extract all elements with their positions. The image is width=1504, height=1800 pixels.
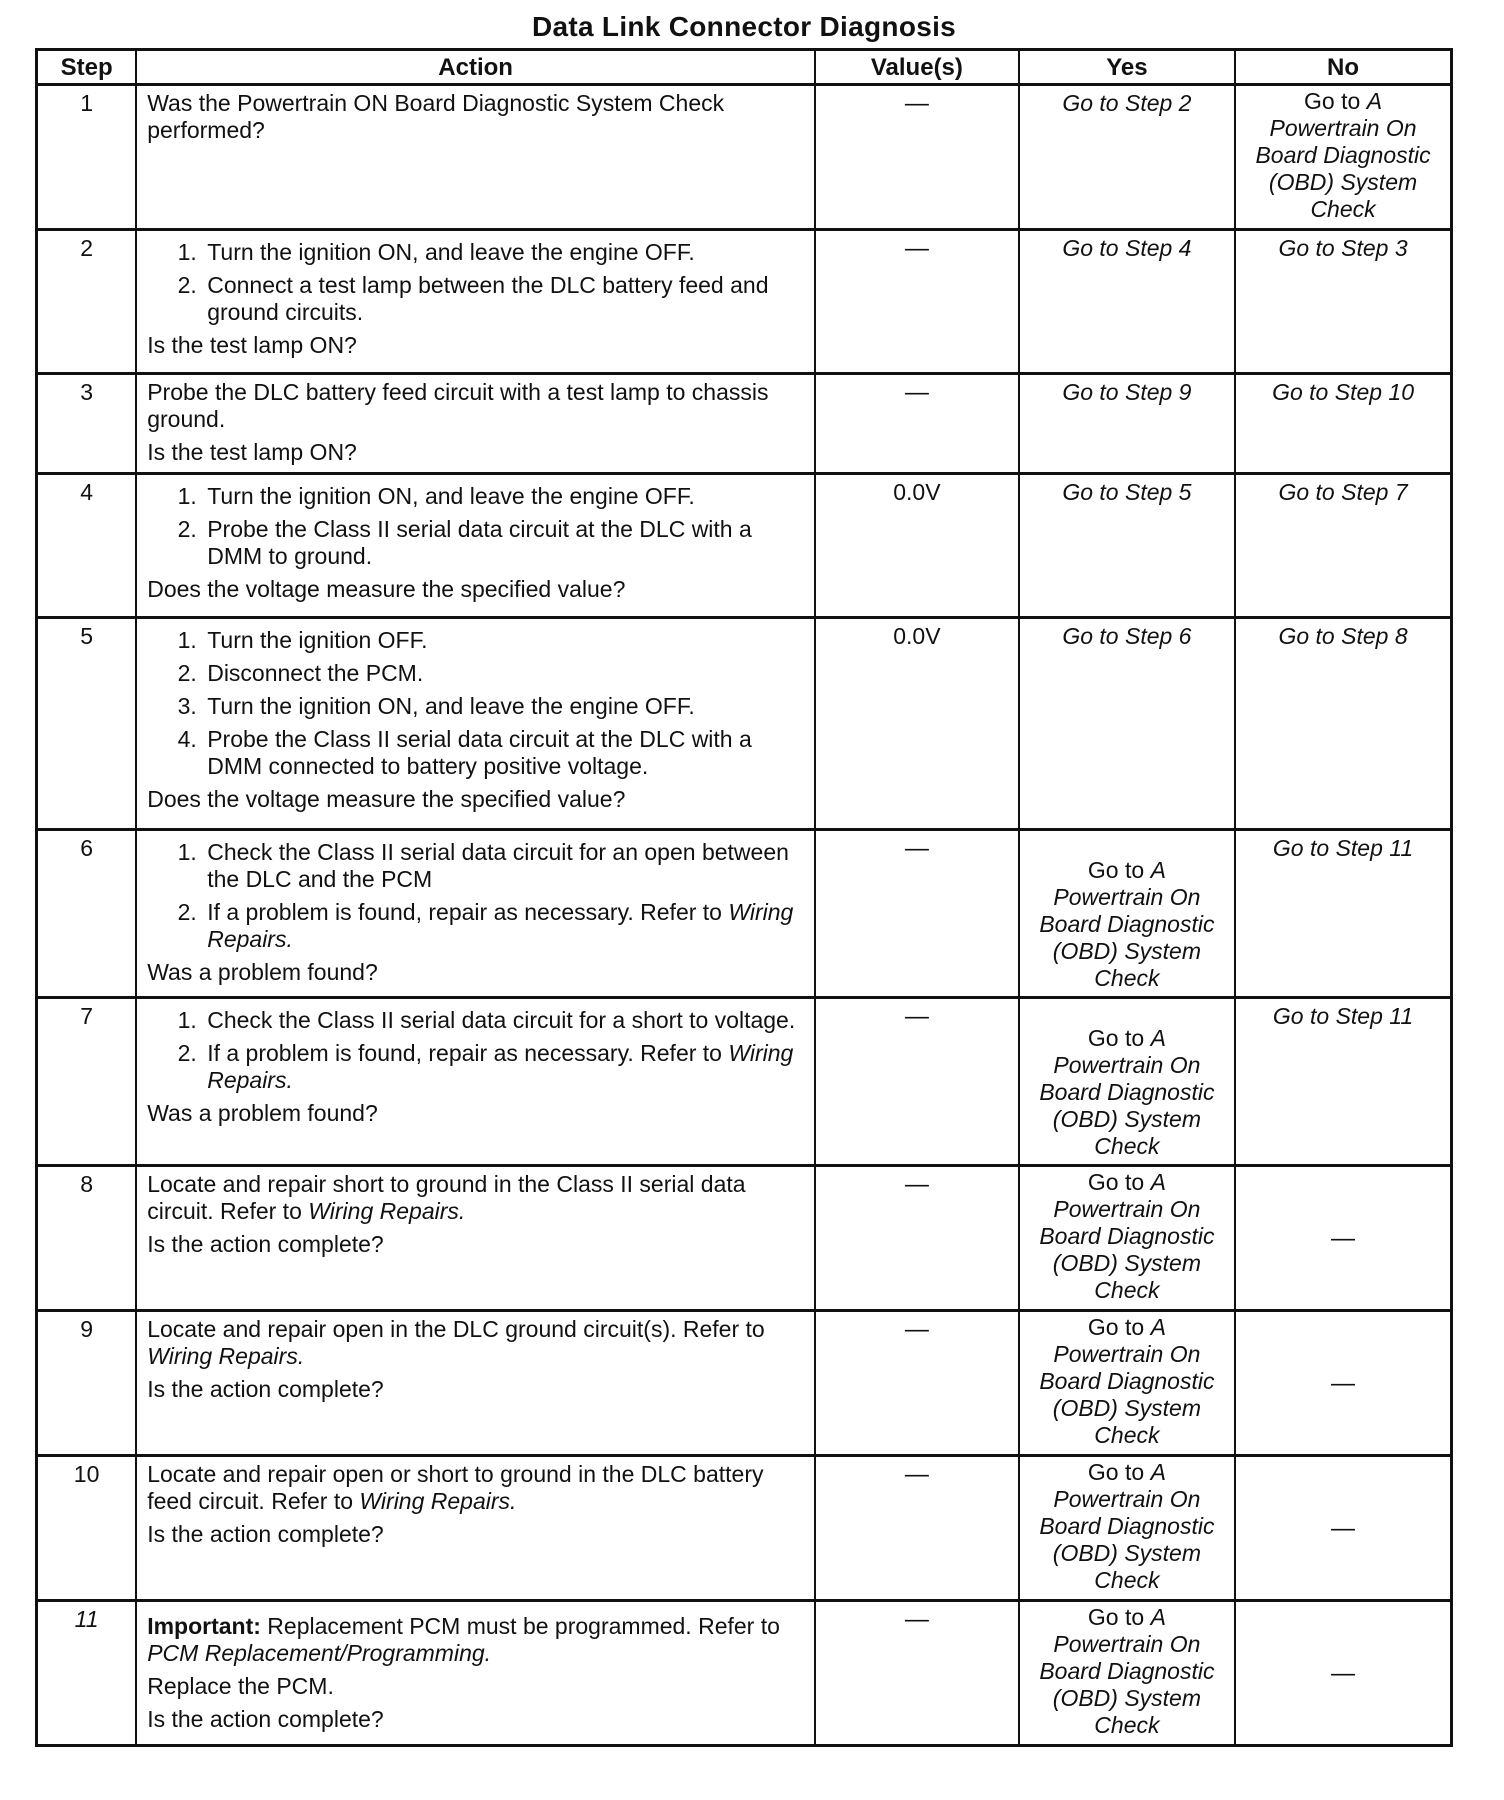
action-question: Was a problem found? (147, 959, 378, 985)
no-cell (1235, 618, 1451, 830)
yes-link-step-2[interactable]: Go to Step 2 (1062, 90, 1192, 116)
table-row-step-7 (37, 998, 1452, 1166)
action-step-item: 2. If a problem is found, repair as necessary. Refer to Wiring Repairs. (203, 1040, 804, 1094)
yes-cell (1019, 1601, 1235, 1746)
pcm-replacement-link[interactable]: PCM Replacement/Programming. (147, 1640, 492, 1666)
wiring-repairs-link[interactable]: Wiring Repairs. (359, 1488, 517, 1514)
yes-cell (1019, 1311, 1235, 1456)
diagnosis-table (35, 48, 1453, 1747)
value-cell (815, 85, 1019, 230)
action-step-item: 1. Turn the ignition ON, and leave the engine OFF. (203, 239, 804, 266)
value-cell: 0.0V (815, 474, 1019, 618)
wiring-repairs-link[interactable]: Wiring Repairs. (147, 1343, 305, 1369)
column-header-values: Value(s) (815, 50, 1019, 85)
no-link-step-8[interactable]: Go to Step 8 (1278, 623, 1408, 649)
action-step-item: 1. Check the Class II serial data circuit for a short to voltage. (203, 1007, 804, 1034)
no-link-step-10[interactable]: Go to Step 10 (1272, 379, 1415, 405)
action-text: Locate and repair open in the DLC ground circuit(s). Refer to Wiring Repairs. (147, 1316, 765, 1369)
no-cell (1235, 1166, 1451, 1311)
no-cell (1235, 85, 1451, 230)
document-title: Data Link Connector Diagnosis (531, 11, 957, 42)
value-dash: — (904, 379, 929, 406)
value-dash: — (904, 1606, 929, 1633)
yes-cell (1019, 618, 1235, 830)
no-cell (1235, 1456, 1451, 1601)
action-question: Is the test lamp ON? (147, 332, 357, 358)
table-header-row (37, 50, 1452, 85)
action-question: Does the voltage measure the specified value? (147, 786, 626, 812)
yes-cell (1019, 830, 1235, 998)
yes-cell (1019, 998, 1235, 1166)
yes-link-step-5[interactable]: Go to Step 5 (1062, 479, 1192, 505)
no-cell (1235, 230, 1451, 374)
action-cell (136, 1311, 815, 1456)
action-step-item: 2. Disconnect the PCM. (203, 660, 804, 687)
table-row-step-1 (37, 85, 1452, 230)
value-dash: — (904, 835, 929, 862)
action-steps-list (147, 239, 804, 326)
value-dash: — (904, 1171, 929, 1198)
action-question: Is the action complete? (147, 1706, 384, 1732)
wiring-repairs-link[interactable]: Wiring Repairs. (207, 1040, 794, 1093)
value-cell: 0.0V (815, 618, 1019, 830)
yes-link-obd-check[interactable]: Go to A Powertrain On Board Diagnostic (OBD) System Check (1039, 1025, 1215, 1159)
table-row-step-4 (37, 474, 1452, 618)
yes-cell (1019, 1166, 1235, 1311)
wiring-repairs-link[interactable]: Wiring Repairs. (308, 1198, 466, 1224)
action-step-item: 3. Turn the ignition ON, and leave the engine OFF. (203, 693, 804, 720)
action-cell (136, 474, 815, 618)
value-cell (815, 374, 1019, 474)
action-step-item: 4. Probe the Class II serial data circuit at the DLC with a DMM connected to battery positive voltage. (203, 726, 804, 780)
action-cell (136, 998, 815, 1166)
value-dash: — (904, 90, 929, 117)
action-question: Was the Powertrain ON Board Diagnostic System Check performed? (147, 90, 725, 143)
action-question: Does the voltage measure the specified value? (147, 576, 626, 602)
action-cell (136, 1456, 815, 1601)
action-question: Was a problem found? (147, 1100, 378, 1126)
action-cell (136, 1601, 815, 1746)
table-row-step-6 (37, 830, 1452, 998)
action-text: Locate and repair open or short to ground in the DLC battery feed circuit. Refer to Wiring Repairs. (147, 1461, 764, 1514)
action-step-item: 2. Probe the Class II serial data circuit at the DLC with a DMM to ground. (203, 516, 804, 570)
no-cell (1235, 998, 1451, 1166)
yes-link-step-6[interactable]: Go to Step 6 (1062, 623, 1192, 649)
value-dash: — (904, 235, 929, 262)
action-cell (136, 618, 815, 830)
yes-cell (1019, 374, 1235, 474)
table-row-step-11 (37, 1601, 1452, 1746)
step-number: 2 (37, 230, 137, 374)
value-dash: — (904, 1003, 929, 1030)
action-text: Locate and repair short to ground in the Class II serial data circuit. Refer to Wiring Repairs. (147, 1171, 746, 1224)
action-steps-list (147, 483, 804, 570)
action-text: Replace the PCM. (147, 1673, 334, 1699)
yes-cell (1019, 474, 1235, 618)
no-dash: — (1331, 1659, 1356, 1687)
action-cell (136, 230, 815, 374)
step-number: 3 (37, 374, 137, 474)
step-number: 7 (37, 998, 137, 1166)
value-dash: — (904, 1316, 929, 1343)
action-step-item: 2. Connect a test lamp between the DLC battery feed and ground circuits. (203, 272, 804, 326)
no-link-step-3[interactable]: Go to Step 3 (1278, 235, 1408, 261)
value-cell (815, 1311, 1019, 1456)
yes-link-obd-check[interactable]: Go to A Powertrain On Board Diagnostic (OBD) System Check (1039, 1459, 1215, 1593)
action-step-item: 1. Turn the ignition OFF. (203, 627, 804, 654)
step-number: 6 (37, 830, 137, 998)
action-cell (136, 374, 815, 474)
no-cell (1235, 374, 1451, 474)
yes-link-step-4[interactable]: Go to Step 4 (1062, 235, 1192, 261)
value-cell (815, 998, 1019, 1166)
action-question: Is the action complete? (147, 1376, 384, 1402)
yes-link-obd-check[interactable]: Go to A Powertrain On Board Diagnostic (OBD) System Check (1039, 1604, 1215, 1738)
action-steps-list (147, 627, 804, 780)
step-number: 8 (37, 1166, 137, 1311)
no-link-step-7[interactable]: Go to Step 7 (1278, 479, 1408, 505)
value-dash: — (904, 1461, 929, 1488)
action-step-item: 2. If a problem is found, repair as necessary. Refer to Wiring Repairs. (203, 899, 804, 953)
important-label: Important: (147, 1613, 261, 1639)
action-question: Is the test lamp ON? (147, 439, 357, 465)
table-row-step-10 (37, 1456, 1452, 1601)
action-step-item: 1. Check the Class II serial data circuit for an open between the DLC and the PCM (203, 839, 804, 893)
yes-cell (1019, 230, 1235, 374)
step-number: 9 (37, 1311, 137, 1456)
no-cell (1235, 1311, 1451, 1456)
column-header-action: Action (136, 50, 815, 85)
column-header-step: Step (37, 50, 137, 85)
column-header-yes: Yes (1019, 50, 1235, 85)
no-dash: — (1331, 1369, 1356, 1397)
table-row-step-2 (37, 230, 1452, 374)
action-cell (136, 85, 815, 230)
value-cell (815, 1456, 1019, 1601)
action-steps-list (147, 839, 804, 953)
table-row-step-9 (37, 1311, 1452, 1456)
step-number: 4 (37, 474, 137, 618)
no-dash: — (1331, 1224, 1356, 1252)
action-text: Probe the DLC battery feed circuit with a test lamp to chassis ground. (147, 379, 769, 432)
no-link-obd-check[interactable]: Go to A Powertrain On Board Diagnostic (OBD) System Check (1255, 88, 1431, 222)
value-cell (815, 1601, 1019, 1746)
yes-link-obd-check[interactable]: Go to A Powertrain On Board Diagnostic (OBD) System Check (1039, 1314, 1215, 1448)
no-link-step-11[interactable]: Go to Step 11 (1272, 1003, 1414, 1029)
step-number: 10 (37, 1456, 137, 1601)
value-cell (815, 830, 1019, 998)
no-link-step-11[interactable]: Go to Step 11 (1272, 835, 1414, 861)
action-cell (136, 1166, 815, 1311)
value-cell (815, 1166, 1019, 1311)
step-number: 11 (37, 1601, 137, 1746)
yes-link-obd-check[interactable]: Go to A Powertrain On Board Diagnostic (OBD) System Check (1039, 857, 1215, 991)
table-row-step-8 (37, 1166, 1452, 1311)
value-cell (815, 230, 1019, 374)
action-question: Is the action complete? (147, 1521, 384, 1547)
yes-link-obd-check[interactable]: Go to A Powertrain On Board Diagnostic (OBD) System Check (1039, 1169, 1215, 1303)
action-step-item: 1. Turn the ignition ON, and leave the engine OFF. (203, 483, 804, 510)
yes-cell (1019, 85, 1235, 230)
action-steps-list (147, 1007, 804, 1094)
table-row-step-3 (37, 374, 1452, 474)
no-cell (1235, 474, 1451, 618)
table-row-step-5 (37, 618, 1452, 830)
yes-cell (1019, 1456, 1235, 1601)
action-cell (136, 830, 815, 998)
step-number: 5 (37, 618, 137, 830)
action-question: Is the action complete? (147, 1231, 384, 1257)
no-dash: — (1331, 1514, 1356, 1542)
document-page (35, 10, 1453, 1747)
no-cell (1235, 1601, 1451, 1746)
yes-link-step-9[interactable]: Go to Step 9 (1062, 379, 1192, 405)
wiring-repairs-link[interactable]: Wiring Repairs. (207, 899, 794, 952)
column-header-no: No (1235, 50, 1451, 85)
important-note: Important: Replacement PCM must be programmed. Refer to PCM Replacement/Programming. (147, 1613, 780, 1666)
step-number: 1 (37, 85, 137, 230)
no-cell (1235, 830, 1451, 998)
